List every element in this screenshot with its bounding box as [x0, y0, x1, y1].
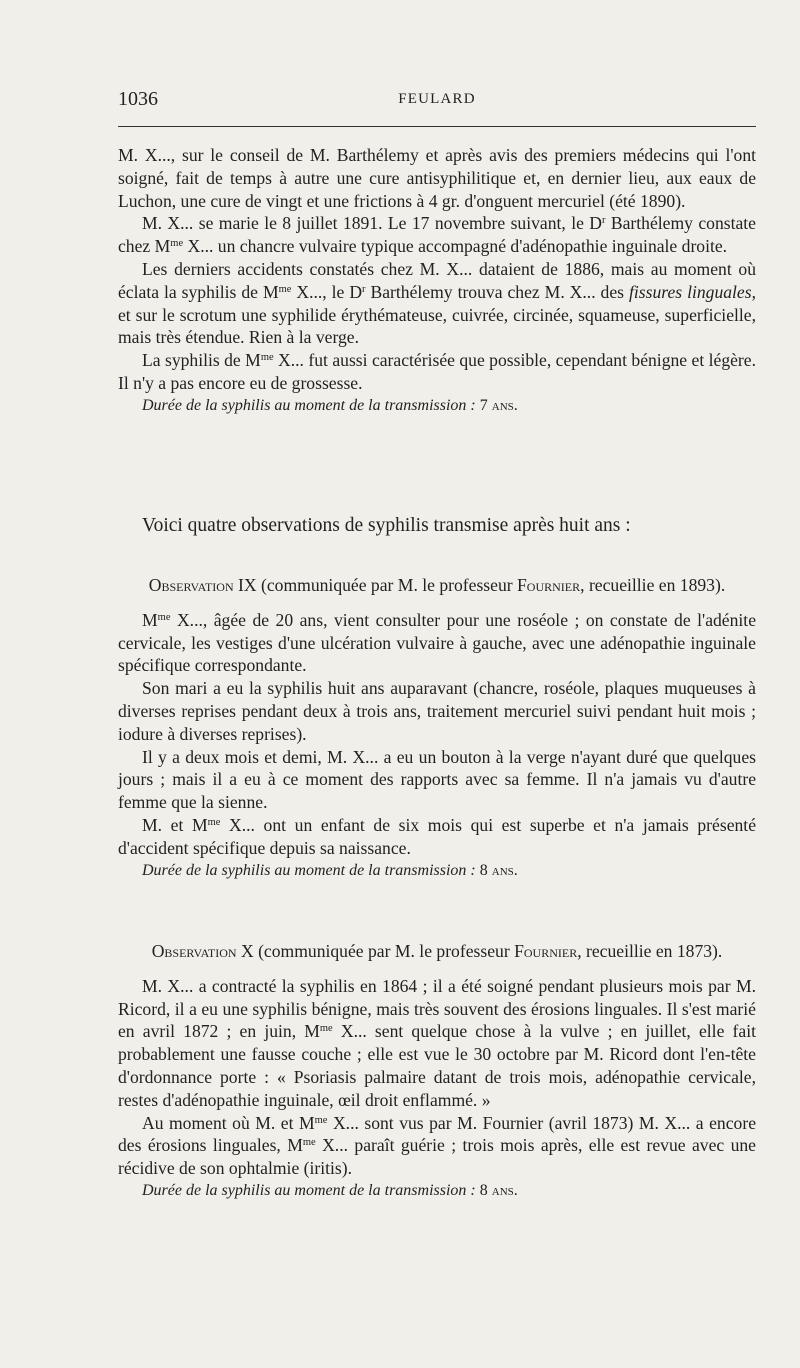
- paragraph: M. X..., sur le conseil de M. Barthélemy et après avis des premiers médecins qui l'ont soigné, fait de temps à autre une cure antisyphilitique et, en dernier lieu, aux eaux de Luchon, une cure de vingt et une frictions à 4 gr. d'onguent mercuriel (été 1890).: [118, 145, 756, 211]
- running-head: FEULARD: [398, 91, 476, 107]
- section-continuation: [118, 144, 756, 418]
- intro-sentence: Voici quatre observations de syphilis transmise après huit ans :: [142, 515, 631, 536]
- paragraph: M. X... a contracté la syphilis en 1864 ; il a été soigné pendant plusieurs mois par M. Ricord, il a eu une syphilis bénigne, mais très souvent des érosions linguales. Il s'est marié en avril 1872 ; en juin, $M^{me}$ X... sent quelque chose à la vulve ; en juillet, elle fait probablement une fausse couche ; elle est vue le 30 octobre par M. Ricord dont l'en-tête d'ordonnance porte : « Psoriasis palmaire datant de trois mois, adénopathie cervicale, restes d'adénopathie inguinale, œil droit enflammé. »: [118, 975, 756, 1110]
- page-number: 1036: [118, 88, 158, 110]
- page-header: [118, 88, 756, 114]
- paragraph: $M^{me}$ X..., âgée de 20 ans, vient consulter pour une roséole ; on constate de l'adénite cervicale, les vestiges d'une ulcération vulvaire à gauche, avec une adénopathie inguinale spécifique correspondante.: [118, 609, 756, 676]
- paragraph: M. et $M^{me}$ X... ont un enfant de six mois qui est superbe et n'a jamais présenté d'accident spécifique depuis sa naissance.: [118, 814, 756, 858]
- paragraph: La syphilis de $M^{me}$ X... fut aussi caractérisée que possible, cependant bénigne et légère. Il n'y a pas encore eu de grossesse.: [118, 350, 756, 393]
- observation-ix: [118, 574, 756, 882]
- transmission-duration: Durée de la syphilis au moment de la transmission : 7 ans.: [142, 396, 518, 414]
- paragraph: M. X... se marie le 8 juillet 1891. Le 17 novembre suivant, le $D^r$ Barthélemy constate chez $M^{me}$ X... un chancre vulvaire typique accompagné d'adénopathie inguinale droite.: [118, 213, 756, 257]
- paragraph: Les derniers accidents constatés chez M. X... dataient de 1886, mais au moment où éclata la syphilis de $M^{me}$ X..., le $D^r$ Barthélemy trouva chez M. X... des fissures linguales, et sur le scrotum une syphilide érythémateuse, cuivrée, circinée, squameuse, superficielle, mais très étendue. Rien à la verge.: [118, 258, 756, 348]
- paragraph: Au moment où M. et $M^{me}$ X... sont vus par M. Fournier (avril 1873) M. X... a encore des érosions linguales, $M^{me}$ X... paraît guérie ; trois mois après, elle est revue avec une récidive de son ophtalmie (iritis).: [118, 1112, 756, 1179]
- observation-x: [118, 940, 756, 1203]
- paragraph: Son mari a eu la syphilis huit ans auparavant (chancre, roséole, plaques muqueuses à diverses reprises pendant deux à trois ans, traitement mercuriel suivi pendant huit mois ; iodure à diverses reprises).: [118, 678, 756, 744]
- transmission-duration: Durée de la syphilis au moment de la transmission : 8 ans.: [142, 861, 518, 879]
- observation-title: Observation IX (communiquée par M. le professeur Fournier, recueillie en 1893).: [148, 575, 726, 595]
- header-rule: [118, 126, 756, 127]
- transmission-duration: Durée de la syphilis au moment de la transmission : 8 ans.: [142, 1181, 518, 1199]
- intro-block: [118, 514, 756, 538]
- observation-title: Observation X (communiquée par M. le professeur Fournier, recueillie en 1873).: [151, 941, 723, 961]
- paragraph: Il y a deux mois et demi, M. X... a eu un bouton à la verge n'ayant duré que quelques jours ; mais il a eu à ce moment des rapports avec sa femme. Il n'a jamais vu d'autre femme que la sienne.: [118, 746, 756, 813]
